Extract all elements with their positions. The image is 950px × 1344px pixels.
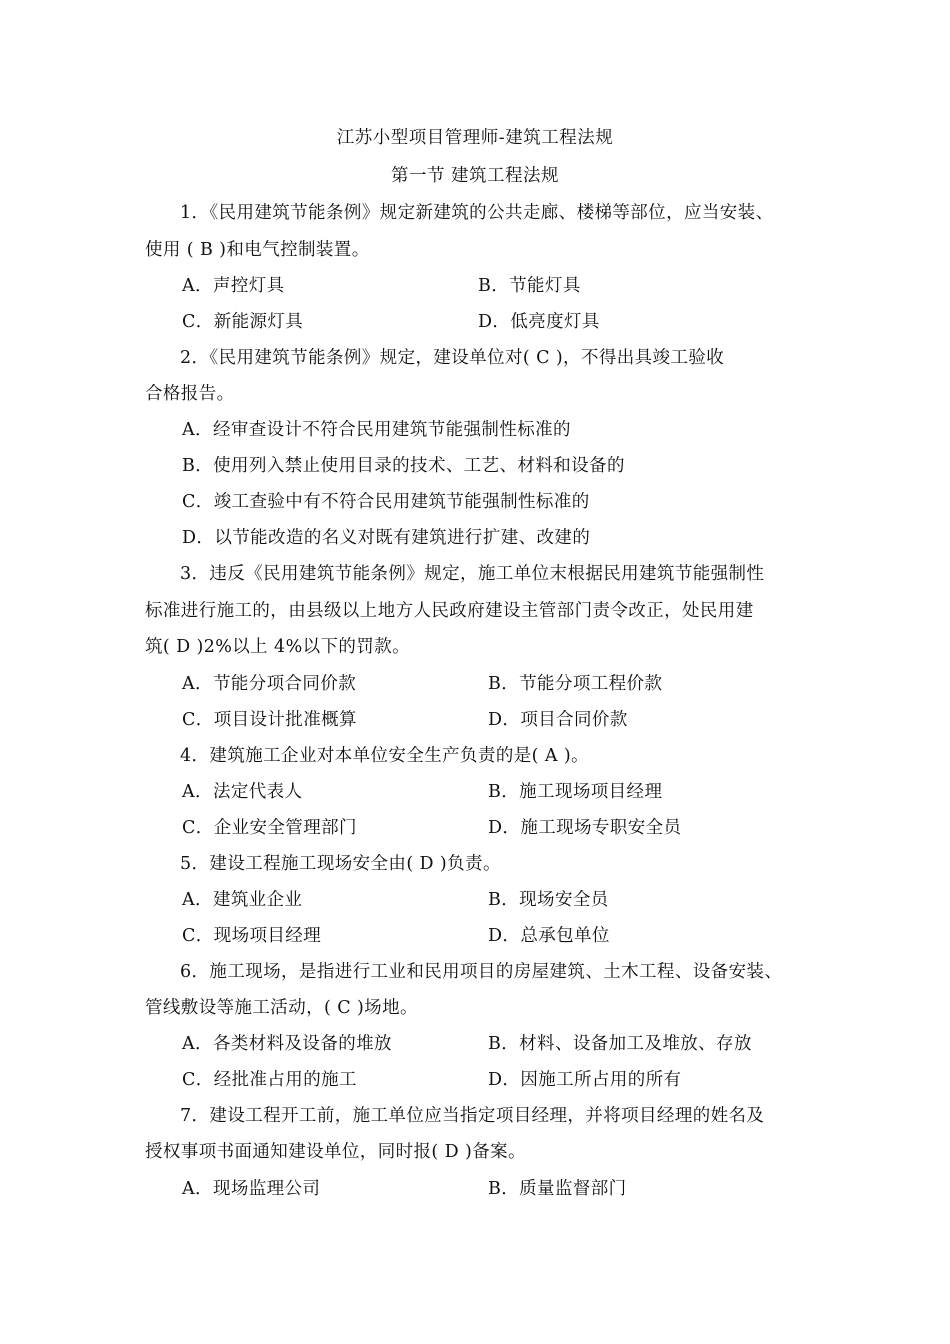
question-4-line-1: 4．建筑施工企业对本单位安全生产负责的是( A )。 [180,746,589,766]
question-5-line-1: 5．建设工程施工现场安全由( D )负责。 [180,854,501,874]
question-1-option-a: A．声控灯具 [182,276,285,296]
question-7-option-a: A．现场监理公司 [182,1179,321,1199]
question-3-option-a: A．节能分项合同价款 [182,674,357,694]
question-1-option-d: D．低亮度灯具 [478,312,600,332]
question-1-option-b: B．节能灯具 [478,276,581,296]
question-1-line-1: 1．《民用建筑节能条例》规定新建筑的公共走廊、楼梯等部位，应当安装、 [180,203,774,223]
question-5-option-a: A．建筑业企业 [182,890,303,910]
question-6-option-c: C．经批准占用的施工 [182,1070,357,1090]
question-1-line-2: 使用 ( B )和电气控制装置。 [145,240,370,260]
question-6-option-d: D．因施工所占用的所有 [488,1070,682,1090]
question-5-option-b: B．现场安全员 [488,890,609,910]
question-6-option-b: B．材料、设备加工及堆放、存放 [488,1034,752,1054]
question-3-option-d: D．项目合同价款 [488,710,628,730]
question-1-option-c: C．新能源灯具 [182,312,304,332]
question-2-line-1: 2．《民用建筑节能条例》规定，建设单位对( C )，不得出具竣工验收 [180,348,725,368]
question-4-option-c: C．企业安全管理部门 [182,818,357,838]
question-2-option-b: B．使用列入禁止使用目录的技术、工艺、材料和设备的 [182,456,625,476]
question-7-line-2: 授权事项书面通知建设单位，同时报( D )备案。 [145,1142,526,1162]
question-3-line-2: 标准进行施工的，由县级以上地方人民政府建设主管部门责令改正，处民用建 [145,601,754,621]
question-4-option-b: B．施工现场项目经理 [488,782,663,802]
document-title: 江苏小型项目管理师-建筑工程法规 [336,128,614,148]
question-6-option-a: A．各类材料及设备的堆放 [182,1034,392,1054]
question-2-option-d: D．以节能改造的名义对既有建筑进行扩建、改建的 [182,528,591,548]
section-heading: 第一节 建筑工程法规 [390,166,560,186]
question-3-line-1: 3．违反《民用建筑节能条例》规定，施工单位末根据民用建筑节能强制性 [180,564,765,584]
question-5-option-c: C．现场项目经理 [182,926,322,946]
question-5-option-d: D．总承包单位 [488,926,610,946]
question-7-line-1: 7．建设工程开工前，施工单位应当指定项目经理，并将项目经理的姓名及 [180,1106,765,1126]
question-4-option-d: D．施工现场专职安全员 [488,818,682,838]
question-4-option-a: A．法定代表人 [182,782,303,802]
question-6-line-1: 6．施工现场，是指进行工业和民用项目的房屋建筑、土木工程、设备安装、 [180,962,783,982]
question-2-line-2: 合格报告。 [145,384,235,404]
question-7-option-b: B．质量监督部门 [488,1179,627,1199]
question-2-option-c: C．竣工查验中有不符合民用建筑节能强制性标准的 [182,492,590,512]
question-3-option-b: B．节能分项工程价款 [488,674,663,694]
question-6-line-2: 管线敷设等施工活动，( C )场地。 [145,998,418,1018]
question-3-line-3: 筑( D )2%以上 4%以下的罚款。 [145,637,410,657]
question-3-option-c: C．项目设计批准概算 [182,710,357,730]
question-2-option-a: A．经审查设计不符合民用建筑节能强制性标准的 [182,420,571,440]
